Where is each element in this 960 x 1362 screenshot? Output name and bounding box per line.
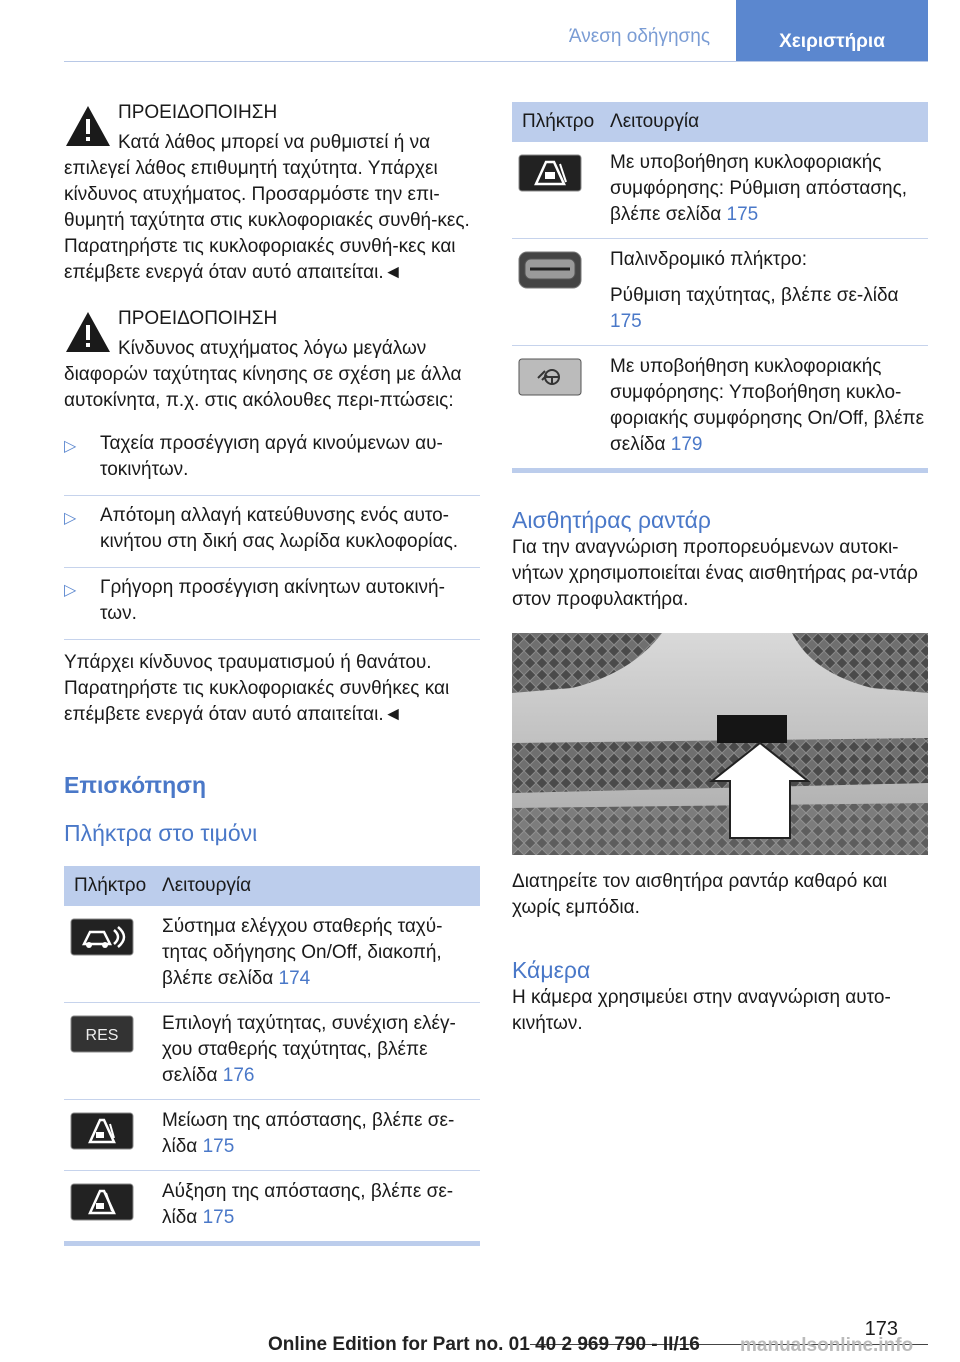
- table-cell-function: Αύξηση της απόστασης, βλέπε σε-λίδα 175: [152, 1171, 480, 1244]
- radar-intro: Για την αναγνώριση προπορευόμενων αυτοκι-νήτων χρησιμοποιείται ένας αισθητήρας ρα-ντάρ στον προφυλακτήρα.: [512, 537, 918, 610]
- watermark: manualsonline.info: [740, 1335, 914, 1356]
- column-header-key: Πλήκτρο: [64, 866, 152, 906]
- radar-caption: Διατηρείτε τον αισθητήρα ραντάρ καθαρό και χωρίς εμπόδια.: [512, 871, 888, 918]
- warning-triangle-icon: [64, 104, 112, 148]
- header-rule: [64, 61, 928, 62]
- res-button-icon: [70, 1015, 134, 1053]
- rocker-switch-icon: [518, 251, 582, 289]
- table-row: [512, 142, 928, 239]
- page-link[interactable]: 176: [222, 1065, 255, 1086]
- page-header: [0, 0, 960, 62]
- warning-title: ΠΡΟΕΙΔΟΠΟΙΗΣΗ: [118, 308, 278, 329]
- list-item: ▷ Γρήγορη προσέγγιση ακίνητων αυτοκινή-των.: [64, 568, 480, 640]
- column-header-function: Λειτουργία: [600, 102, 928, 142]
- page-link[interactable]: 174: [278, 968, 311, 989]
- rocker-label: Παλινδρομικό πλήκτρο:: [610, 249, 807, 270]
- table-cell-function: Παλινδρομικό πλήκτρο: Ρύθμιση ταχύτητας, βλέπε σε-λίδα 175: [600, 239, 928, 346]
- table-row: [512, 239, 928, 346]
- table-row: [64, 1100, 480, 1171]
- warning-triangle-icon: [64, 310, 112, 354]
- table-row: [512, 346, 928, 471]
- radar-sensor-photo: [512, 633, 928, 855]
- page-link[interactable]: 175: [202, 1207, 235, 1228]
- page-link[interactable]: 175: [202, 1136, 235, 1157]
- page-link[interactable]: 175: [610, 311, 642, 332]
- section-title: Άνεση οδήγησης: [568, 26, 710, 47]
- section-heading: Επισκόπηση: [64, 772, 206, 798]
- triangle-bullet-icon: ▷: [64, 438, 77, 455]
- table-cell-function: Σύστημα ελέγχου σταθερής ταχύ-τητας οδήγησης On/Off, διακοπή, βλέπε σελίδα 174: [152, 906, 480, 1003]
- camera-text: Η κάμερα χρησιμεύει στην αναγνώριση αυτο-κινήτων.: [512, 987, 891, 1034]
- table-cell-function: Με υποβοήθηση κυκλοφοριακής συμφόρησης: Ρύθμιση απόστασης, βλέπε σελίδα 175: [600, 142, 928, 239]
- triangle-bullet-icon: ▷: [64, 582, 77, 599]
- left-column: [64, 100, 480, 1246]
- table-cell-function: Με υποβοήθηση κυκλοφοριακής συμφόρησης: Υποβοήθηση κυκλο-φοριακής συμφόρησης On/Off, βλέπε σελίδα 179: [600, 346, 928, 471]
- warning-block-1: [64, 100, 480, 286]
- table-row: [64, 1171, 480, 1244]
- distance-decrease-icon: [70, 1112, 134, 1150]
- triangle-bullet-icon: ▷: [64, 510, 77, 527]
- table-cell-function: Επιλογή ταχύτητας, συνέχιση ελέγ-χου σταθερής ταχύτητας, βλέπε σελίδα 176: [152, 1003, 480, 1100]
- column-header-function: Λειτουργία: [152, 866, 480, 906]
- traffic-jam-assist-icon: [518, 358, 582, 396]
- chapter-tab[interactable]: Χειριστήρια: [736, 0, 928, 62]
- list-item: ▷ Ταχεία προσέγγιση αργά κινούμενων αυ-τοκινήτων.: [64, 424, 480, 496]
- table-header-row: [64, 866, 480, 906]
- warning-conclusion: Υπάρχει κίνδυνος τραυματισμού ή θανάτου. Παρατηρήστε τις κυκλοφοριακές συνθήκες και επέμβετε ενεργά όταν αυτό απαιτείται.◄: [64, 652, 450, 725]
- svg-text:RES: RES: [85, 1027, 119, 1044]
- warning-text: Κίνδυνος ατυχήματος λόγω μεγάλων διαφορών ταχύτητας κίνησης σε σχέση με άλλα αυτοκίνητα, π.χ. στις ακόλουθες περι-πτώσεις:: [64, 338, 462, 411]
- subsection-heading: Πλήκτρα στο τιμόνι: [64, 820, 258, 846]
- page-link[interactable]: 175: [726, 204, 759, 225]
- radar-heading: Αισθητήρας ραντάρ: [512, 507, 711, 533]
- warning-text: Κατά λάθος μπορεί να ρυθμιστεί ή να επιλεγεί λάθος επιθυμητή ταχύτητα. Υπάρχει κίνδυνος ατυχήματος. Προσαρμόστε την επι-θυμητή ταχύτητα στις κυκλοφοριακές συνθή-κες. Παρατηρήστε τις κυκλοφοριακές συνθή-κες και επέμβετε ενεργά όταν αυτό απαιτείται.◄: [64, 132, 470, 283]
- warning-block-2: [64, 306, 480, 728]
- camera-heading: Κάμερα: [512, 957, 591, 983]
- column-header-key: Πλήκτρο: [512, 102, 600, 142]
- steering-buttons-table: [64, 866, 480, 1246]
- table-row: [64, 1003, 480, 1100]
- table-cell-function: Μείωση της απόστασης, βλέπε σε-λίδα 175: [152, 1100, 480, 1171]
- page-link[interactable]: 179: [670, 434, 703, 455]
- table-row: [64, 906, 480, 1003]
- page-number: 173: [864, 1318, 898, 1340]
- hazard-list: [64, 424, 480, 640]
- right-column: [512, 102, 928, 1037]
- warning-title: ΠΡΟΕΙΔΟΠΟΙΗΣΗ: [118, 102, 278, 123]
- edition-note: Online Edition for Part no. 01 40 2 969 790 - II/16: [268, 1334, 700, 1355]
- distance-setting-icon: [518, 154, 582, 192]
- more-buttons-table: [512, 102, 928, 473]
- distance-increase-icon: [70, 1183, 134, 1221]
- cruise-control-icon: [70, 918, 134, 956]
- list-item: ▷ Απότομη αλλαγή κατεύθυνσης ενός αυτο-κινήτου στη δική σας λωρίδα κυκλοφορίας.: [64, 496, 480, 568]
- table-header-row: [512, 102, 928, 142]
